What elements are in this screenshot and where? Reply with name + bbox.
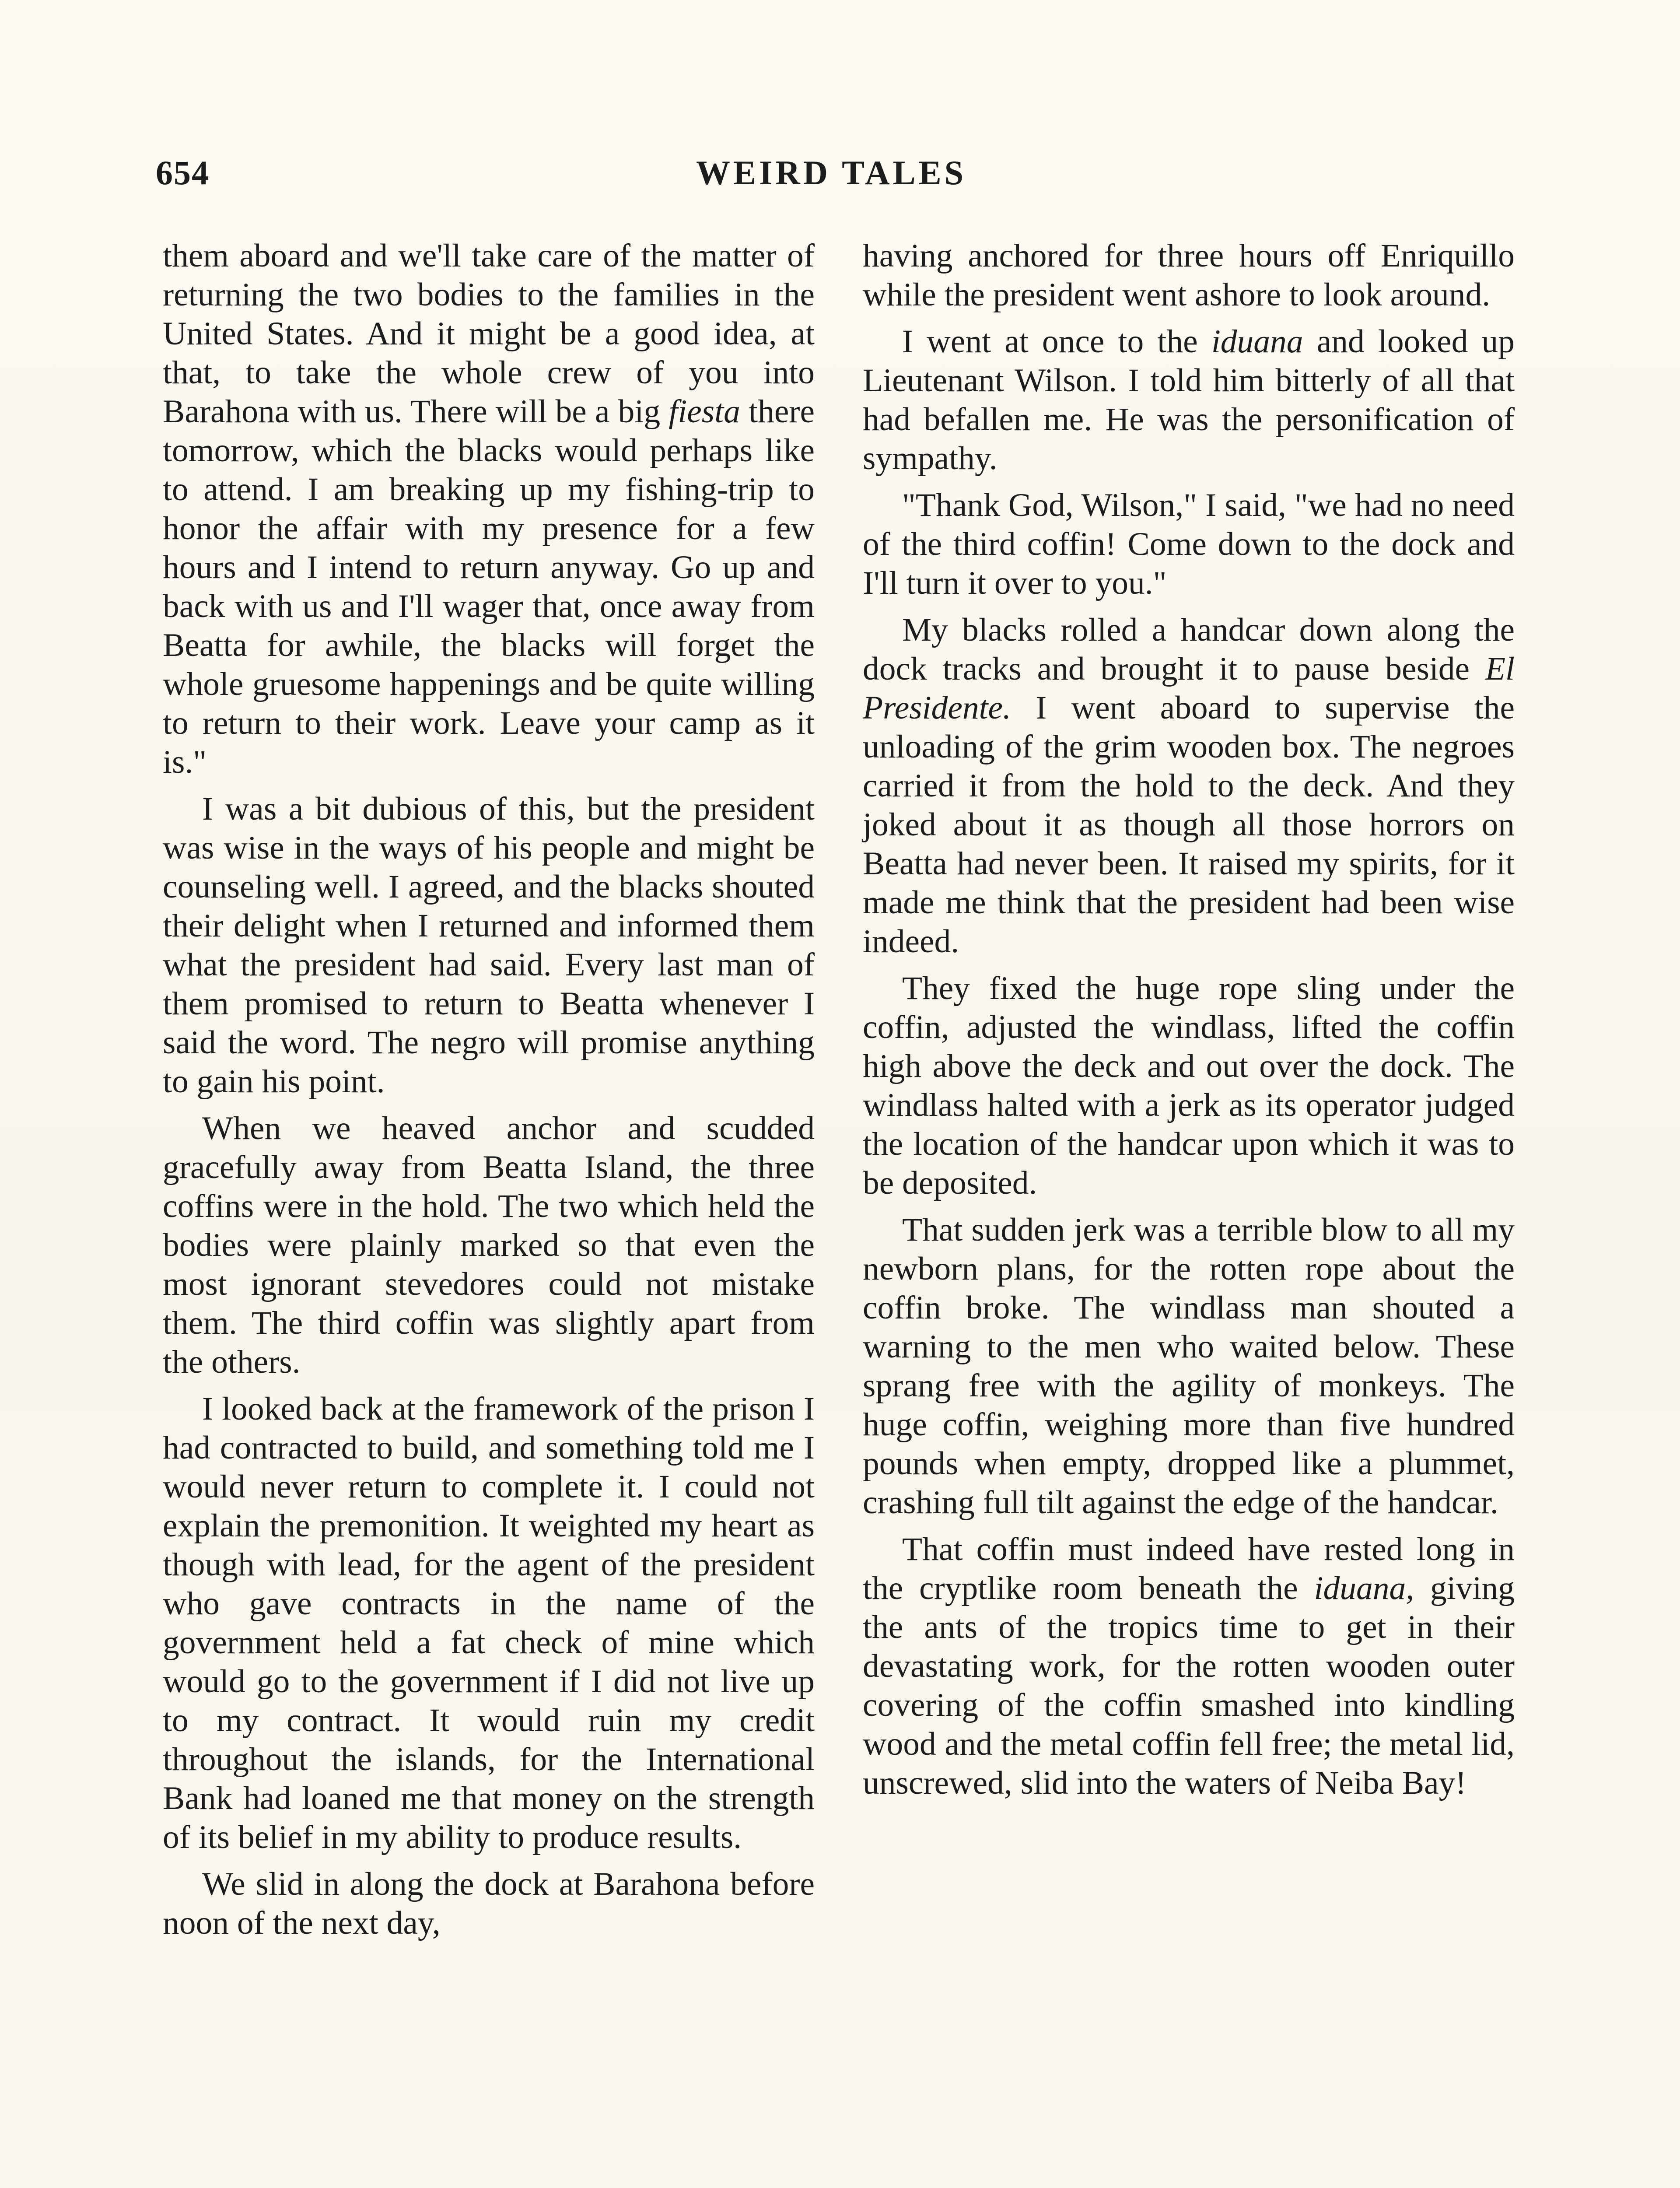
- paragraph: I was a bit dubious of this, but the president was wise in the ways of his people and might be counseling well. I agreed, and the blacks shouted their delight when I returned and informed them what the president had said. Every last man of them promised to return to Beatta whenever I said the word. The negro will promise anything to gain his point.: [163, 791, 815, 1100]
- paragraph: They fixed the huge rope sling under the coffin, adjusted the windlass, lifted the coffin high above the deck and out over the dock. The windlass halted with a jerk as its operator judged the location of the handcar upon which it was to be deposited.: [863, 970, 1515, 1201]
- paragraph: "Thank God, Wilson," I said, "we had no need of the third coffin! Come down to the dock and I'll turn it over to you.": [863, 487, 1515, 601]
- left-column: [163, 236, 815, 1950]
- running-head: WEIRD TALES: [696, 154, 967, 192]
- paragraph: When we heaved anchor and scudded gracefully away from Beatta Island, the three coffins were in the hold. The two which held the bodies were plainly marked so that even the most ignorant stevedores could not mistake them. The third coffin was slightly apart from the others.: [163, 1110, 815, 1380]
- italic-word: fiesta: [668, 393, 740, 430]
- paragraph: That sudden jerk was a terrible blow to all my newborn plans, for the rotten rope about the coffin broke. The windlass man shouted a warning to the men who waited below. These sprang free with the agility of monkeys. The huge coffin, weighing more than five hundred pounds when empty, dropped like a plummet, crashing full tilt against the edge of the handcar.: [863, 1212, 1515, 1521]
- paragraph-text: there tomorrow, which the blacks would perhaps like to attend. I am breaking up my fishing-trip to honor the affair with my presence for a few hours and I intend to return anyway. Go up and back with us and I'll wager that, once away from Beatta for awhile, the blacks will forget the whole gruesome happenings and be quite willing to return to their work. Leave your camp as it is.": [163, 393, 815, 780]
- paragraph: having anchored for three hours off Enriquillo while the president went ashore to look around.: [863, 238, 1515, 313]
- paragraph-text: them aboard and we'll take care of the matter of returning the two bodies to the families in the United States. And it might be a good idea, at that, to take the whole crew of you into Barahona with us. There will be a big: [163, 238, 815, 430]
- paragraph: I looked back at the framework of the prison I had contracted to build, and something told me I would never return to complete it. I could not explain the premonition. It weighted my heart as though with lead, for the agent of the president who gave contracts in the name of the government held a fat check of mine which would go to the government if I did not live up to my contract. It would ruin my credit throughout the islands, for the International Bank had loaned me that money on the strength of its belief in my ability to produce results.: [163, 1391, 815, 1855]
- page-number: 654: [156, 154, 210, 192]
- right-column: [863, 236, 1515, 1810]
- paragraph-text: giving the ants of the tropics time to get in their devastating work, for the rotten wooden outer covering of the coffin smashed into kindling wood and the metal coffin fell free; the metal lid, unscrewed, slid into the waters of Neiba Bay!: [863, 1570, 1515, 1801]
- paragraph: [863, 1530, 1515, 1802]
- paragraph: We slid in along the dock at Barahona before noon of the next day,: [163, 1866, 815, 1941]
- paragraph-text: and looked up Lieutenant Wilson. I told him bitterly of all that had befallen me. He was the personification of sympathy.: [863, 323, 1515, 477]
- paragraph-text: I went aboard to supervise the unloading of the grim wooden box. The negroes carried it from the hold to the deck. And they joked about it as though all those horrors on Beatta had never been. It raised my spirits, for it made me think that the president had been wise indeed.: [863, 690, 1515, 960]
- paragraph: [863, 610, 1515, 961]
- paragraph: [163, 236, 815, 782]
- italic-word: iduana,: [1314, 1570, 1414, 1606]
- italic-word: El Presidente.: [863, 651, 1515, 726]
- paragraph-text: That coffin must indeed have rested long in the cryptlike room beneath the: [863, 1531, 1515, 1606]
- paragraph-text: I went at once to the: [902, 323, 1211, 360]
- page-header: [153, 140, 1509, 201]
- paragraph-text: My blacks rolled a handcar down along the dock tracks and brought it to pause beside: [863, 612, 1515, 687]
- italic-word: iduana: [1211, 323, 1303, 360]
- paragraph: [863, 322, 1515, 478]
